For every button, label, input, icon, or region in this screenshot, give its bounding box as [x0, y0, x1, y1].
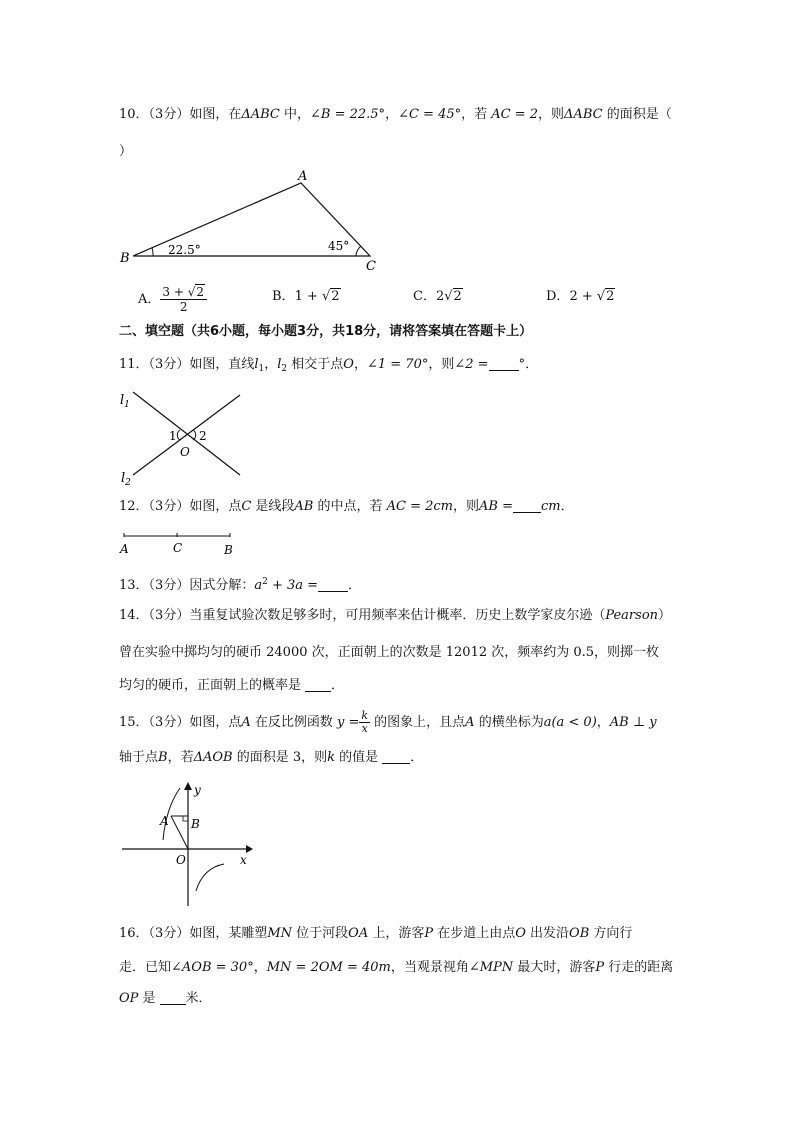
fig15-label-a: A: [160, 814, 169, 828]
q10-option-a: A． $\frac{3 + √2}{2}$: [138, 285, 207, 314]
fig11-label-2: 2: [199, 429, 207, 443]
q11-text: 11．（3分）如图，直线$l_1$，$l_2$ 相交于点O，∠1 = 70°，则∠2 = °．: [119, 357, 539, 374]
q16-line2: 走．已知∠AOB = 30°，MN = 2OM = 40m，当观景视角∠MPN 最大时，游客P 行走的距离: [119, 960, 674, 975]
q15-line1: 15．（3分）如图，点A 在反比例函数 y = $\frac{k}{x}$ 的图象上，且点A 的横坐标为a(a < 0)，AB ⊥ y: [119, 709, 657, 735]
fig11-label-1: 1: [169, 429, 177, 443]
k-over-x: $\frac{k}{x}$: [361, 709, 369, 735]
fig10-label-a: A: [298, 169, 308, 184]
q10-line2: ）: [119, 144, 133, 159]
angle-b: ∠B = 22.5°: [310, 107, 386, 122]
fig10-label-b: B: [120, 251, 130, 266]
tri-abc-2: ΔABC: [564, 107, 603, 122]
fig15-label-y: y: [194, 783, 201, 797]
fig11-l2: $l_2$: [121, 471, 131, 488]
fig15-label-o: O: [176, 853, 186, 867]
q10-line1: 10．（3分）如图，在ΔABC 中，∠B = 22.5°，∠C = 45°，若 AC = 2，则ΔABC 的面积是（: [119, 107, 672, 122]
section-heading: 二、填空题（共6小题，每小题3分，共18分，请将答案填在答题卡上）: [119, 324, 533, 339]
answer-blank: [382, 751, 410, 764]
answer-blank: [160, 992, 186, 1005]
answer-blank: [305, 679, 331, 692]
fig10-angle-c: 45°: [328, 239, 350, 253]
angle-c: ∠C = 45°: [398, 107, 462, 122]
fig15-label-x: x: [240, 853, 247, 867]
q14-line2: 曾在实验中掷均匀的硬币 24000 次，正面朝上的次数是 12012 次，频率约为 0.5，则掷一枚: [119, 645, 660, 660]
q10-option-c: C．2√2: [413, 289, 462, 304]
fig11-l1: $l_1$: [120, 393, 130, 410]
fig12-label-c: C: [173, 541, 183, 555]
answer-blank: [489, 358, 519, 371]
ac-eq: AC = 2: [491, 107, 539, 122]
answer-blank: [513, 500, 541, 513]
q10-option-b: B．1 + √2: [272, 289, 340, 304]
q15-hyperbola-figure: [118, 778, 258, 910]
fig12-label-b: B: [224, 543, 233, 557]
q15-line2: 轴于点B，若ΔAOB 的面积是 3，则k 的值是 ．: [119, 750, 424, 765]
fig15-label-b: B: [191, 817, 200, 831]
q12-text: 12．（3分）如图，点C 是线段AB 的中点，若 AC = 2cm，则AB = cm．: [119, 499, 574, 514]
fig12-label-a: A: [120, 542, 129, 556]
fig10-label-c: C: [366, 259, 376, 274]
tri-abc: ΔABC: [241, 107, 280, 122]
q16-line1: 16．（3分）如图，某雕塑MN 位于河段OA 上，游客P 在步道上由点O 出发沿OB 方向行: [119, 926, 633, 941]
q13-text: 13．（3分）因式分解：$a^2 + 3a$ = ．: [119, 577, 362, 593]
q16-line3: OP 是 米．: [119, 991, 212, 1006]
q10-option-d: D．2 + √2: [546, 289, 615, 304]
q12-segment-figure: [118, 528, 248, 558]
answer-blank: [318, 579, 348, 592]
fig10-angle-b: 22.5°: [168, 243, 201, 257]
q14-line1: 14．（3分）当重复试验次数足够多时，可用频率来估计概率．历史上数学家皮尔逊（Pearson）: [119, 608, 672, 623]
option-a-fraction: $\frac{3 + √2}{2}$: [160, 285, 207, 314]
q14-line3: 均匀的硬币，正面朝上的概率是 ．: [119, 678, 345, 693]
q10-triangle-figure: [118, 168, 388, 274]
fig11-label-o: O: [180, 445, 190, 459]
q11-lines-figure: [118, 390, 248, 490]
